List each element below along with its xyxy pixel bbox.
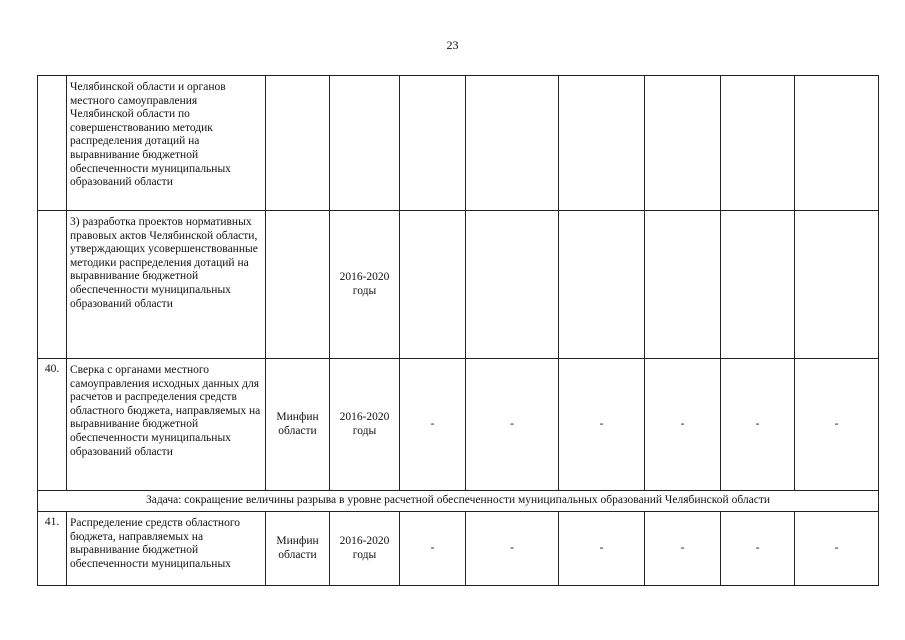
- row-number: [38, 211, 67, 359]
- value-cell: [645, 211, 721, 359]
- value-cell: -: [466, 359, 559, 491]
- executor-cell: [266, 211, 330, 359]
- period-cell: 2016-2020 годы: [330, 512, 400, 586]
- row-number: 41.: [38, 512, 67, 586]
- value-cell: -: [795, 359, 879, 491]
- value-cell: -: [645, 512, 721, 586]
- page-number: 23: [446, 38, 459, 52]
- value-cell: [795, 76, 879, 211]
- executor-cell: [266, 76, 330, 211]
- value-cell: [466, 76, 559, 211]
- row-number: 40.: [38, 359, 67, 491]
- value-cell: -: [645, 359, 721, 491]
- plan-table: [37, 75, 879, 586]
- value-cell: -: [559, 359, 645, 491]
- measure-name: Челябинской области и органов местного самоуправления Челябинской области по совершенствованию методик распределения дотаций на выравнивание бюджетной обеспеченности муниципальных образований области: [67, 76, 266, 211]
- task-row: [38, 491, 879, 512]
- measure-name: Распределение средств областного бюджета, направляемых на выравнивание бюджетной обеспеченности муниципальных: [67, 512, 266, 586]
- period-cell: 2016-2020 годы: [330, 359, 400, 491]
- executor-cell: Минфин области: [266, 512, 330, 586]
- table-row: [38, 359, 879, 491]
- value-cell: [795, 211, 879, 359]
- value-cell: [559, 76, 645, 211]
- value-cell: [400, 76, 466, 211]
- value-cell: -: [400, 512, 466, 586]
- value-cell: -: [466, 512, 559, 586]
- value-cell: -: [400, 359, 466, 491]
- executor-cell: Минфин области: [266, 359, 330, 491]
- table-row: [38, 76, 879, 211]
- value-cell: [721, 76, 795, 211]
- value-cell: [400, 211, 466, 359]
- value-cell: [559, 211, 645, 359]
- period-cell: 2016-2020 годы: [330, 211, 400, 359]
- value-cell: -: [721, 512, 795, 586]
- measure-name: 3) разработка проектов нормативных правовых актов Челябинской области, утверждающих усовершенствованные методики распределения дотаций на выравнивание бюджетной обеспеченности муниципальных образований области: [67, 211, 266, 359]
- value-cell: -: [795, 512, 879, 586]
- measure-name: Сверка с органами местного самоуправления исходных данных для расчетов и распределения средств областного бюджета, направляемых на выравнивание бюджетной обеспеченности муниципальных образований области: [67, 359, 266, 491]
- row-number: [38, 76, 67, 211]
- period-cell: [330, 76, 400, 211]
- value-cell: [721, 211, 795, 359]
- value-cell: -: [721, 359, 795, 491]
- table-row: [38, 211, 879, 359]
- task-heading: Задача: сокращение величины разрыва в уровне расчетной обеспеченности муниципальных образований Челябинской области: [38, 491, 879, 512]
- value-cell: -: [559, 512, 645, 586]
- table-row: [38, 512, 879, 586]
- value-cell: [645, 76, 721, 211]
- value-cell: [466, 211, 559, 359]
